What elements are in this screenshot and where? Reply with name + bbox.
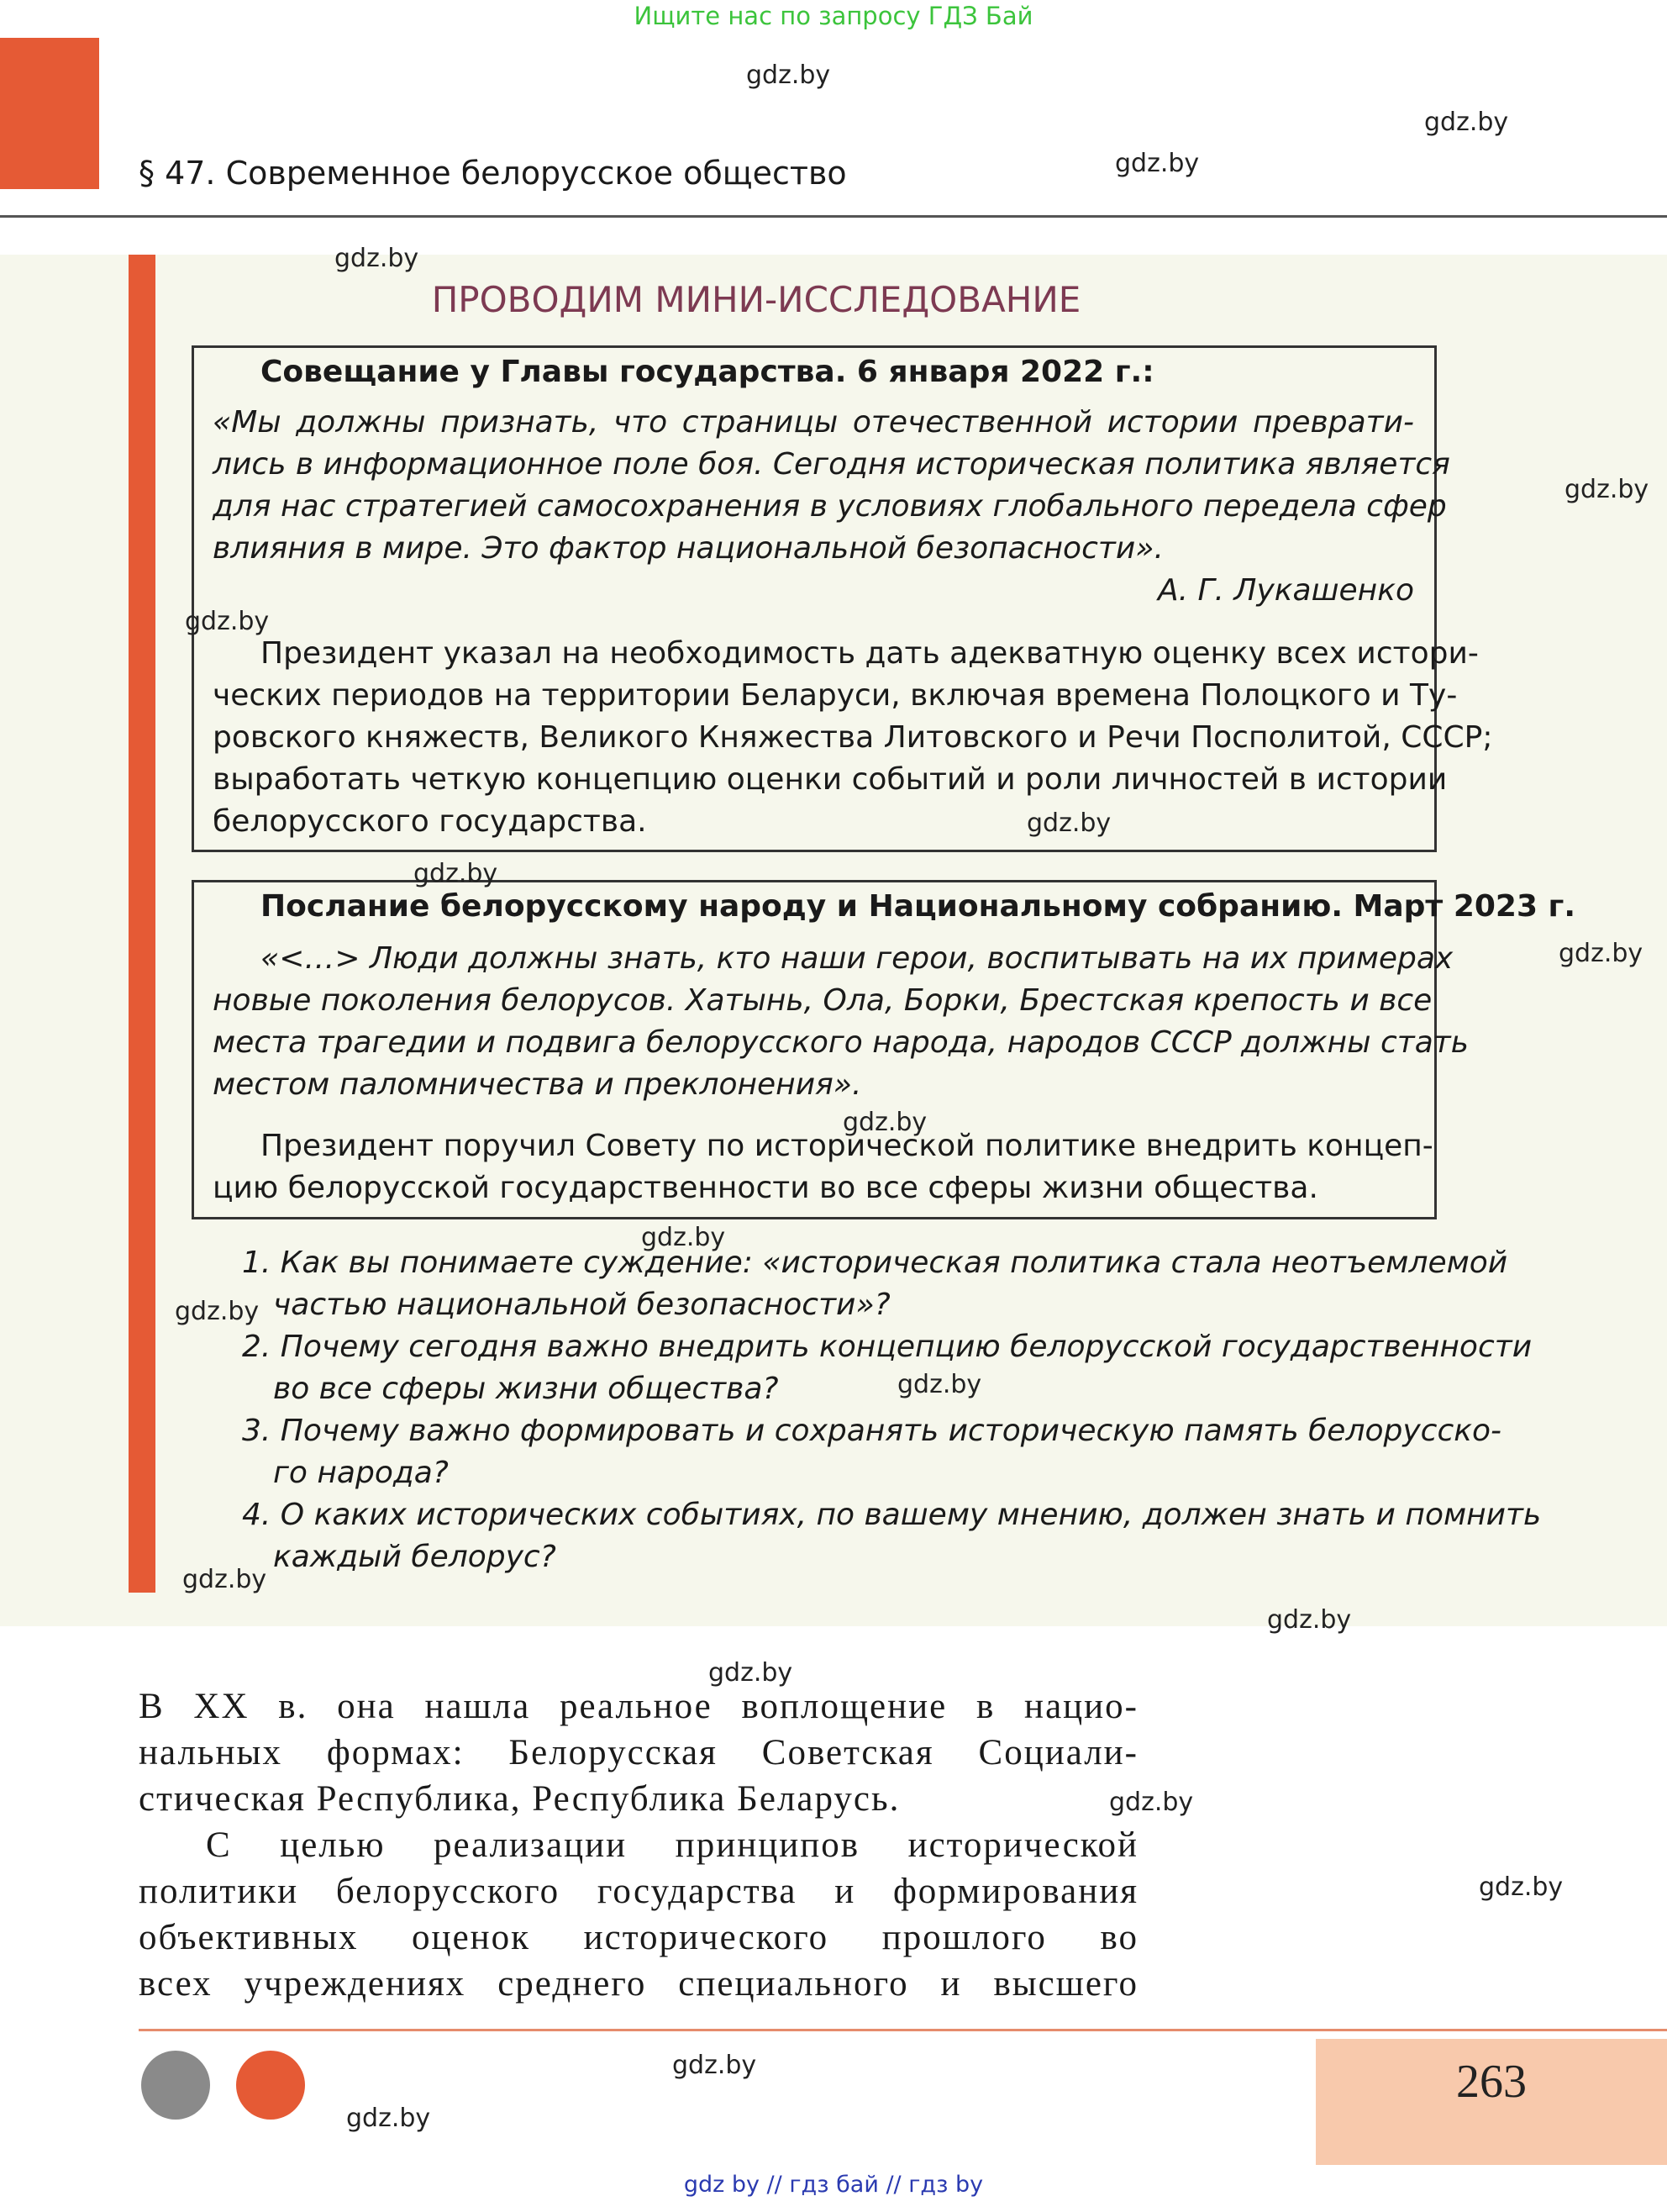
watermark: gdz.by [746,61,831,90]
question-4: 4. О каких исторических событиях, по вашему мнению, должен знать и помнить [242,1498,1542,1532]
question-4-cont: каждый белорус? [273,1540,556,1574]
body-line: объективных оценок исторического прошлого во [139,1918,1139,1957]
question-1: 1. Как вы понимаете суждение: «историческая политика стала неотъемлемой [242,1246,1508,1280]
box2-text-line: цию белорусской государственности во все сферы жизни общества. [213,1171,1318,1205]
footer-links[interactable]: gdz by // гдз бай // гдз by [683,2172,984,2198]
box1-quote-line: лись в информационное поле боя. Сегодня историческая политика является [213,447,1450,482]
watermark: gdz.by [843,1108,928,1137]
panel-accent-bar [129,255,155,1593]
question-2: 2. Почему сегодня важно внедрить концепцию белорусской государственности [242,1330,1533,1364]
page-number: 263 [1456,2056,1527,2108]
box1-text-line: ровского княжеств, Великого Княжества Литовского и Речи Посполитой, СССР; [213,720,1493,755]
box2-title: Послание белорусскому народу и Национальному собранию. Март 2023 г. [260,889,1576,924]
watermark: gdz.by [1267,1605,1352,1635]
box1-quote-line: влияния в мире. Это фактор национальной безопасности». [213,531,1164,566]
corner-tab [0,38,99,189]
search-banner[interactable]: Ищите нас по запросу ГДЗ Бай [634,2,1033,30]
body-line: В XX в. она нашла реальное воплощение в нацио- [139,1687,1139,1726]
box2-text-line: Президент поручил Совету по исторической политике внедрить концеп- [260,1129,1433,1163]
box1-quote-line: «Мы должны признать, что страницы отечественной истории преврати- [213,405,1414,440]
box1-text-line: выработать четкую концепцию оценки событий и роли личностей в истории [213,762,1448,797]
watermark: gdz.by [334,244,419,273]
watermark: gdz.by [1115,149,1200,178]
orange-dot-icon [236,2051,305,2120]
watermark: gdz.by [1479,1872,1564,1902]
footer-rule [139,2029,1667,2031]
watermark: gdz.by [413,859,498,888]
body-line: всех учреждениях среднего специального и высшего [139,1964,1139,2004]
gray-dot-icon [141,2051,210,2120]
body-line: стическая Республика, Республика Беларусь. [139,1779,901,1819]
watermark: gdz.by [641,1223,726,1252]
body-line: С целью реализации принципов исторической [206,1825,1139,1865]
box1-quote-line: для нас стратегией самосохранения в условиях глобального передела сфер [213,489,1447,524]
question-3-cont: го народа? [273,1456,449,1490]
watermark: gdz.by [1109,1788,1194,1817]
body-line: политики белорусского государства и формирования [139,1872,1139,1911]
question-2-cont: во все сферы жизни общества? [273,1372,779,1406]
body-line: нальных формах: Белорусская Советская Социали- [139,1733,1139,1772]
watermark: gdz.by [708,1658,793,1688]
watermark: gdz.by [175,1297,260,1326]
question-1-cont: частью национальной безопасности»? [273,1288,891,1322]
box2-quote-line: новые поколения белорусов. Хатынь, Ола, Борки, Брестская крепость и все [213,983,1433,1018]
box1-text-line: белорусского государства. [213,804,647,839]
box1-title: Совещание у Главы государства. 6 января 2022 г.: [260,355,1154,389]
watermark: gdz.by [1559,939,1643,968]
header-rule [0,215,1667,218]
watermark: gdz.by [1564,475,1649,504]
box2-quote-line: местом паломничества и преклонения». [213,1067,862,1102]
watermark: gdz.by [672,2051,757,2080]
box1-text-line: Президент указал на необходимость дать адекватную оценку всех истори- [260,636,1479,671]
box1-text-line: ческих периодов на территории Беларуси, включая времена Полоцкого и Ту- [213,678,1458,713]
watermark: gdz.by [897,1370,982,1399]
watermark: gdz.by [182,1565,267,1594]
watermark: gdz.by [1027,808,1112,838]
section-title: § 47. Современное белорусское общество [139,155,847,192]
watermark: gdz.by [1424,108,1509,137]
question-3: 3. Почему важно формировать и сохранять историческую память белорусско- [242,1414,1501,1448]
panel-heading: ПРОВОДИМ МИНИ-ИССЛЕДОВАНИЕ [431,279,1081,320]
watermark: gdz.by [185,607,270,636]
watermark: gdz.by [346,2104,431,2133]
box2-quote-line: «<…> Люди должны знать, кто наши герои, воспитывать на их примерах [260,941,1454,976]
box2-quote-line: места трагедии и подвига белорусского народа, народов СССР должны стать [213,1025,1469,1060]
box1-author: А. Г. Лукашенко [1157,573,1414,608]
